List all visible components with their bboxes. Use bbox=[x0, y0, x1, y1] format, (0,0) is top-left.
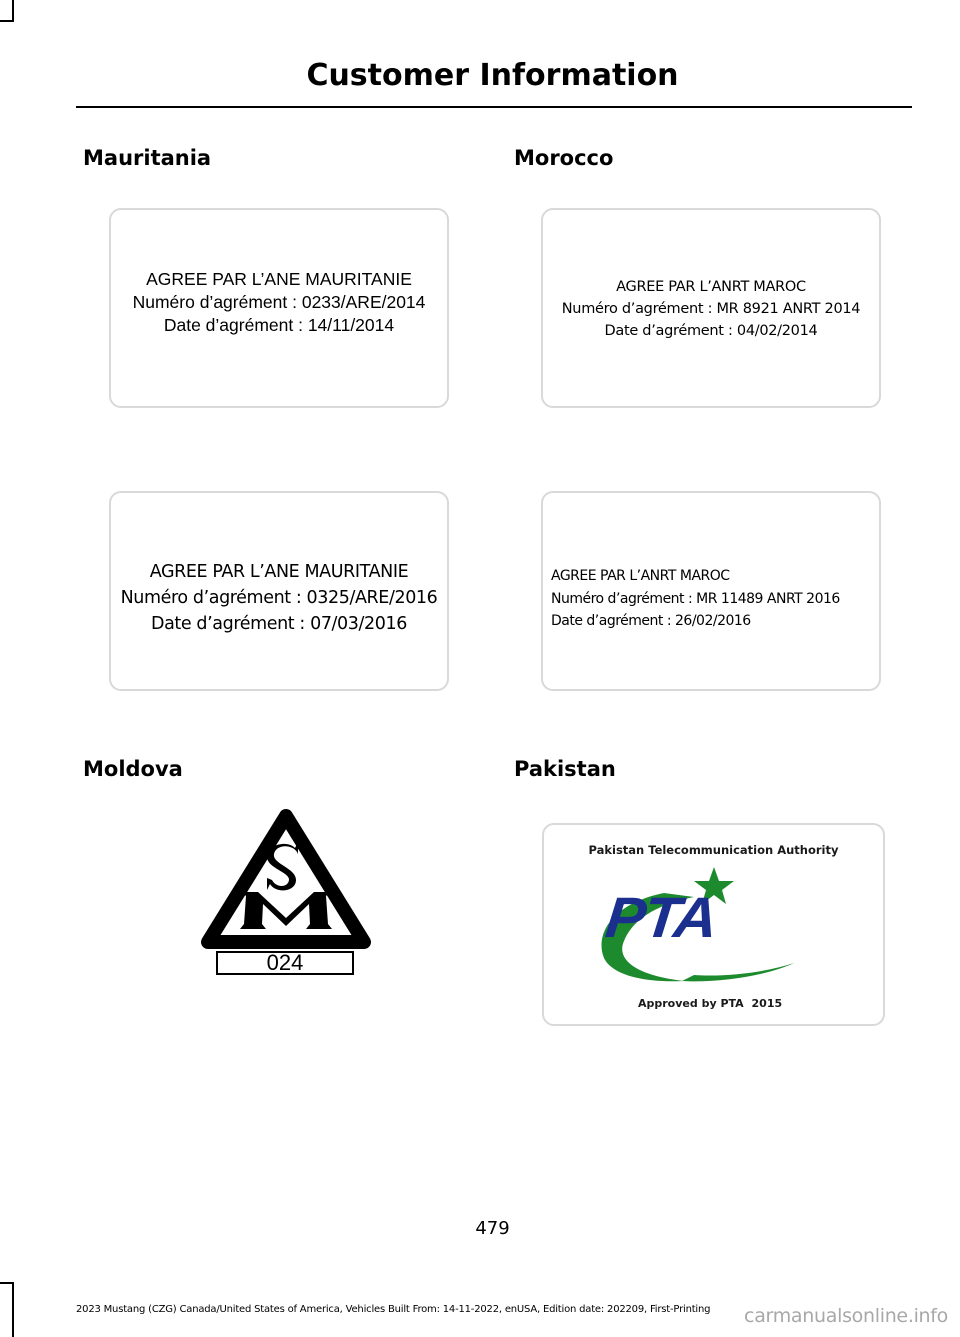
approval-date: Date d’agrément : 26/02/2016 bbox=[551, 613, 751, 629]
morocco-approval-label-2014 bbox=[541, 208, 881, 408]
moldova-sm-conformity-mark bbox=[196, 806, 376, 996]
page-title: Customer Information bbox=[306, 58, 679, 93]
section-title-mauritania: Mauritania bbox=[83, 146, 212, 170]
approval-date: Date d’agrément : 07/03/2016 bbox=[151, 614, 407, 634]
approval-line: AGREE PAR L’ANE MAURITANIE bbox=[146, 269, 412, 289]
section-title-pakistan: Pakistan bbox=[514, 757, 616, 781]
approval-number: Numéro d’agrément : MR 8921 ANRT 2014 bbox=[561, 301, 861, 317]
pta-approved-line bbox=[638, 997, 786, 1010]
section-title-morocco: Morocco bbox=[514, 146, 614, 170]
section-title-moldova: Moldova bbox=[83, 757, 183, 781]
pta-authority-name: Pakistan Telecommunication Authority bbox=[588, 843, 839, 857]
approval-line: AGREE PAR L’ANRT MAROC bbox=[616, 279, 806, 295]
approval-date: Date d’agrément : 04/02/2014 bbox=[604, 323, 818, 339]
pta-approved-text: Approved by PTA bbox=[638, 997, 744, 1010]
mauritania-approval-label-2014 bbox=[109, 208, 449, 408]
approval-number: Numéro d’agrément : 0233/ARE/2014 bbox=[132, 292, 426, 312]
pta-year: 2015 bbox=[751, 997, 783, 1010]
moldova-code: 024 bbox=[216, 951, 354, 975]
pta-letters: PTA bbox=[602, 885, 719, 950]
approval-number: Numéro d’agrément : MR 11489 ANRT 2016 bbox=[551, 590, 840, 607]
edition-footer: 2023 Mustang (CZG) Canada/United States of America, Vehicles Built From: 14-11-2022, enUSA, Edition date: 202209, First-Printing bbox=[76, 1304, 711, 1315]
sm-triangle-icon bbox=[196, 806, 376, 951]
approval-number: Numéro d’agrément : 0325/ARE/2016 bbox=[120, 588, 438, 608]
mauritania-approval-label-2016 bbox=[109, 491, 449, 691]
approval-line: AGREE PAR L’ANRT MAROC bbox=[551, 568, 730, 584]
page-number: 479 bbox=[475, 1218, 510, 1239]
crop-mark-bottom-left bbox=[12, 1282, 14, 1337]
approval-line: AGREE PAR L’ANE MAURITANIE bbox=[149, 562, 409, 582]
header-divider bbox=[76, 106, 912, 108]
crop-mark-bottom-left-h bbox=[0, 1282, 14, 1284]
approval-date: Date d’agrément : 14/11/2014 bbox=[163, 315, 395, 335]
crop-mark-top-left-h bbox=[0, 20, 14, 22]
watermark: carmanualsonline.info bbox=[744, 1305, 948, 1327]
crop-mark-top-left bbox=[12, 0, 14, 20]
morocco-approval-label-2016 bbox=[541, 491, 881, 691]
pakistan-pta-approval-label bbox=[542, 823, 885, 1026]
